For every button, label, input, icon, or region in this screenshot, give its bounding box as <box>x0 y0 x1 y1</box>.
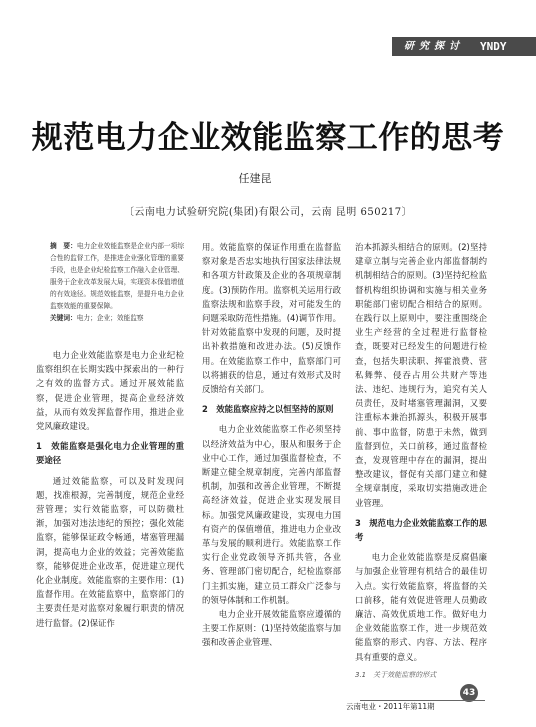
column-3 <box>355 240 487 682</box>
abstract-text: 电力企业效能监察是企业内部一项综合性的监督工作，是推进企业强化管理的重要手段，也是企业纪检监察工作融入企业管理、服务于企业改革发展大局，实现资本保值增值的有效途径。规范效能监察，是提升电力企业监察效能的重要保障。 <box>50 242 185 310</box>
journal-issue: 云南电业・2011年第11期 <box>346 702 435 711</box>
keywords <box>36 312 184 324</box>
abstract <box>36 240 184 312</box>
paragraph: 治本抓源头相结合的原则。(2)坚持建章立制与完善企业内部监督制约机制相结合的原则。(3)坚持纪检监督机构组织协调和实施与相关业务职能部门密切配合相结合的原则。在践行以上原则中，要注重围绕企业生产经营的全过程进行监督检查，既要对已经发生的问题进行检查，包括失职渎职、挥霍浪费、营私舞弊、侵吞占用公共财产等违法、违纪、违规行为，追究有关人员责任，及时堵塞管理漏洞，又要注重标本兼治抓源头，积极开展事前、事中监督，防患于未然，做到监督到位，关口前移，通过监督检查，发现管理中存在的漏洞，提出整改建议，督促有关部门建立和健全规章制度，采取切实措施改进企业管理。 <box>355 242 487 508</box>
intro-paragraph: 电力企业效能监察是电力企业纪检监察组织在长期实践中探索出的一种行之有效的监督方式。通过开展效能监察，促进企业管理，提高企业经济效益，从而有效发挥监督作用，推进企业党风廉政建设。 <box>36 350 184 432</box>
column-2 <box>202 240 341 650</box>
subsection-heading: 3.1 关于效能监察的形式 <box>355 670 437 679</box>
paragraph: 电力企业效能监察工作必须坚持以经济效益为中心，服从和服务于企业中心工作，通过加强监督检查，不断建立健全规章制度，完善内部监督机制，加强和改善企业管理，不断提高经济效益，促进企业实现发展目标。加强党风廉政建设，实现电力国有资产的保值增值，推进电力企业改革与发展的顺利进行。效能监察工作实行企业党政领导齐抓共管，各业务、管理部门密切配合，纪检监察部门主抓实施，建立员工群众广泛参与的领导体制和工作机制。 <box>202 424 341 605</box>
article-title: 规范电力企业效能监察工作的思考 <box>31 120 505 156</box>
author: 任建昆 <box>238 172 272 185</box>
section-heading-2: 2 效能监察应持之以恒坚持的原则 <box>202 404 334 415</box>
keywords-text: 电力；企业；效能监察 <box>76 314 144 322</box>
affiliation: 〔云南电力试验研究院(集团)有限公司，云南 昆明 650217〕 <box>123 207 413 218</box>
paragraph: 电力企业开展效能监察应遵循的主要工作原则：(1)坚持效能监察与加强和改善企业管理、 <box>202 609 341 648</box>
page-number: 43 <box>460 684 478 702</box>
section-heading-3: 3 规范电力企业效能监察工作的思考 <box>355 517 487 543</box>
keywords-label: 关键词： <box>50 314 77 322</box>
paragraph: 通过效能监察，可以及时发现问题，找准根源，完善制度，规范企业经营管理；实行效能监察，可以防微杜渐，加强对违法违纪的预控；强化效能监察，能够保证政令畅通，堵塞管理漏洞，提高电力企业的效益；完善效能监察，能够促进企业改革，促进建立现代化企业制度。效能监察的主要作用：(1)监督作用。在效能监察中，监察部门的主要责任是对监察对象履行职责的情况进行监督。(2)保证作 <box>36 475 184 628</box>
column-1 <box>36 240 184 630</box>
abstract-spacer <box>36 324 184 348</box>
section-heading-1: 1 效能监察是强化电力企业管理的重要途径 <box>36 441 184 466</box>
section-label-en: YNDY <box>480 40 507 53</box>
paragraph: 用。效能监察的保证作用重在监督监察对象是否忠实地执行国家法律法规和各项方针政策及企业的各项规章制度。(3)预防作用。监察机关运用行政监察法规和监察手段，对可能发生的问题采取防范性措施。(4)调节作用。针对效能监察中发现的问题，及时提出补救措施和改进办法。(5)反馈作用。在效能监察工作中，监察部门可以将捕获的信息，通过有效形式及时反馈给有关部门。 <box>202 242 341 395</box>
section-label: 研究探讨 <box>404 41 464 52</box>
paragraph: 电力企业效能监察是反腐倡廉与加强企业管理有机结合的最佳切入点。实行效能监察，将监督的关口前移，能有效促进管理人员勤政廉洁、高效优质地工作。做好电力企业效能监察工作，进一步规范效能监察的形式、内容、方法、程序具有重要的意义。 <box>355 552 487 662</box>
abstract-label: 摘 要： <box>50 242 77 250</box>
